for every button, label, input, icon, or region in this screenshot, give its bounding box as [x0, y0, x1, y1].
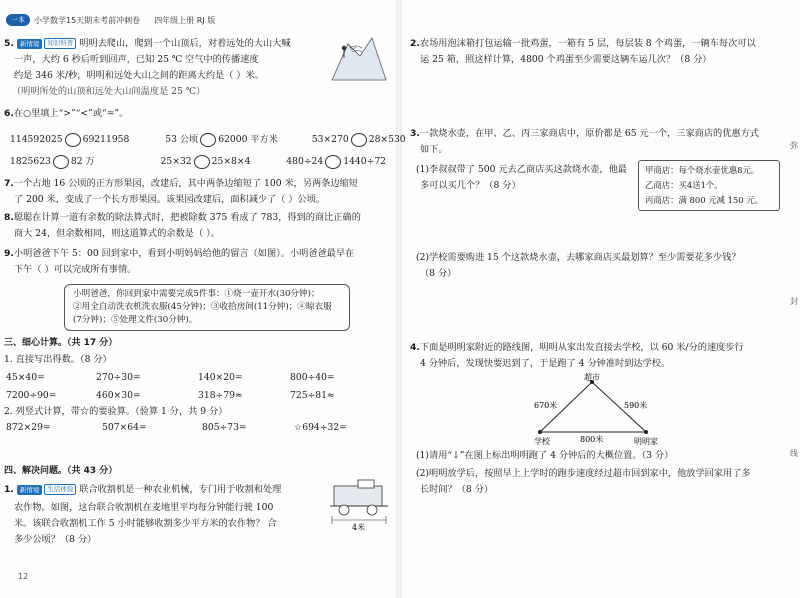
q6-row1: 114592025 69211958 53 公顷 62000 平方米 53×270 28×530 [10, 134, 406, 145]
science-tag: 知识科普 [44, 38, 76, 49]
q5-line3: 约是 346 米/秒，明明和远处大山之间的距离大约是（ ）米。 [14, 70, 264, 81]
q9-line2: 下午（ ）可以完成所有事情。 [14, 264, 137, 275]
rq4-sub2-line1: (2)明明放学后，按照早上上学时的跑步速度经过超市回到家中，他放学回家用了多 [416, 468, 751, 479]
page-header [6, 12, 215, 28]
q9-line1: 9.小明爸爸下午 5：00 回到家中，看到小明妈妈给他的留言（如图）。小明爸爸最早在 [4, 248, 355, 259]
message-line2: ②用全自动洗衣机洗衣服(45分钟)；③收拾房间(11分钟)；④晾衣服 [73, 302, 332, 312]
s4-q1-line3: 米。该联合收割机工作 5 小时能够收割多少平方米的农作物？ 合 [14, 518, 277, 529]
new-context-tag: 新情境 [17, 485, 43, 495]
rq3-sub1-line1: (1)李叔叔带了 500 元去乙商店买这款烧水壶，他最 [416, 164, 627, 175]
page-number: 12 [18, 572, 29, 581]
section3-title: 三、细心计算。（共 17 分） [4, 338, 118, 348]
q6-stem: 6.在○里填上“>”“<”或“=”。 [4, 108, 129, 119]
binding-mark-3: 线 [790, 449, 798, 458]
q6-row2: 1825623 82 万 25×32 25×8×4 480÷24 1440÷72 [10, 156, 387, 167]
compare-circle[interactable] [200, 133, 216, 147]
q7-line1: 7.一个占地 16 公顷的正方形果园，改建后，其中两条边缩短了 100 米，另两条边缩短 [4, 178, 358, 189]
rq3-line2: 如下。 [420, 144, 448, 155]
shop-jia: 甲商店：每个烧水壶优惠8元。 [645, 165, 760, 175]
section4-title: 四、解决问题。（共 43 分） [4, 466, 118, 476]
rq2-line1: 2.农场用泡沫箱打包运输一批鸡蛋，一箱有 5 层，每层装 8 个鸡蛋，一辆车每次可以 [410, 38, 756, 49]
s3-q2-stem: 2. 列竖式计算，带☆的要验算。（验算 1 分，共 9 分） [4, 406, 228, 417]
rq3-line1: 3.一款烧水壶，在甲、乙、丙三家商店中，原价都是 65 元一个，三家商店的优惠方式 [410, 128, 759, 139]
shop-offers-box [638, 160, 780, 211]
compare-circle[interactable] [53, 155, 69, 169]
rq3-sub2-line2: （8 分） [420, 268, 457, 279]
rq4-sub1: (1)请用“↓”在图上标出明明跑了 4 分钟后的大概位置。（3 分） [416, 450, 674, 461]
shop-yi: 乙商店：买4送1个。 [645, 180, 723, 190]
compare-circle[interactable] [194, 155, 210, 169]
compare-circle[interactable] [65, 133, 81, 147]
mom-message-box [64, 284, 350, 331]
market-label: 超市 [584, 373, 600, 382]
dist-school-home: 800米 [580, 435, 604, 444]
life-experience-tag: 生活体验 [44, 484, 76, 495]
grade-label: 四年级上册 RJ 版 [154, 15, 216, 25]
home-label: 明明家 [634, 437, 658, 446]
q5-line2: 一声，大约 6 秒后听到回声，已知 25 ℃ 空气中的传播速度 [14, 54, 259, 65]
compare-circle[interactable] [325, 155, 341, 169]
s4-q1-line4: 多少公顷？（8 分） [14, 534, 97, 545]
s4-q1-line2: 农作物。如图，这台联合收割机在麦地里平均每分钟能行驶 100 [14, 502, 274, 513]
q5-note: （明明所处的山顶和远处大山间温度是 25 ℃） [12, 86, 206, 97]
binding-mark-1: 弥 [790, 141, 798, 150]
rq4-sub2-line2: 长时间？（8 分） [420, 484, 494, 495]
oral-calc-row2: 7200÷90= 460×30= 318÷79≈ 725÷81≈ [6, 390, 335, 401]
rq3-sub1-line2: 多可以买几个？（8 分） [420, 180, 521, 191]
school-label: 学校 [534, 437, 550, 446]
compare-circle[interactable] [351, 133, 367, 147]
new-context-tag: 新情境 [17, 39, 43, 49]
width-label: 4米 [352, 523, 366, 532]
dist-market-home: 590米 [624, 401, 648, 410]
rq3-sub2-line1: (2)学校需要购进 15 个这款烧水壶，去哪家商店买最划算？至少需要花多少钱？ [416, 252, 741, 263]
s4-q1-line1: 1. 新情境 生活体验 联合收割机是一种农业机械，专门用于收割和处理 [4, 484, 282, 495]
harvester-illustration [328, 478, 390, 536]
q5-line1: 5. 新情境 知识科普 明明去爬山，爬到一个山顶后，对着远处的大山大喊 [4, 38, 291, 49]
q8-line1: 8.聪聪在计算一道有余数的除法算式时，把被除数 375 看成了 783，得到的商比正确的 [4, 212, 361, 223]
message-line3: (7分钟)；⑤处理文件(30分钟)。 [73, 315, 198, 325]
shop-bing: 丙商店：满 800 元减 150 元。 [645, 195, 763, 205]
mountain-illustration [330, 34, 388, 82]
oral-calc-row1: 45×40= 270÷30= 140×20= 800÷40= [6, 372, 335, 383]
rq4-line1: 4.下面是明明家附近的路线图，明明从家出发直接去学校，以 60 米/分的速度步行 [410, 342, 744, 353]
q7-line2: 了 200 米，变成了一个长方形果园。该果园改建后，面积减少了（ ）公顷。 [14, 194, 326, 205]
s3-q1-stem: 1. 直接写出得数。（8 分） [4, 354, 112, 365]
binding-mark-2: 封 [790, 297, 798, 306]
message-line1: 小明爸爸，你回到家中需要完成5件事：①烧一壶开水(30分钟)； [73, 289, 320, 299]
rq4-line2: 4 分钟后，发现快要迟到了，于是跑了 4 分钟准时到达学校。 [420, 358, 671, 369]
brand-logo: 一本 [6, 14, 30, 26]
q8-line2: 商大 24，但余数相同，则这道算式的余数是（ ）。 [14, 228, 220, 239]
rq2-line2: 运 25 箱，照这样计算，4800 个鸡蛋至少需要这辆车运几次？（8 分） [420, 54, 712, 65]
book-spine [396, 0, 402, 598]
route-diagram [520, 372, 670, 448]
dist-school-market: 670米 [534, 401, 558, 410]
book-title: 小学数学15天期末考前冲刺卷 [34, 15, 141, 25]
vertical-calc-row: 872×29= 507×64= 805÷73= ☆694÷32= [6, 422, 347, 433]
